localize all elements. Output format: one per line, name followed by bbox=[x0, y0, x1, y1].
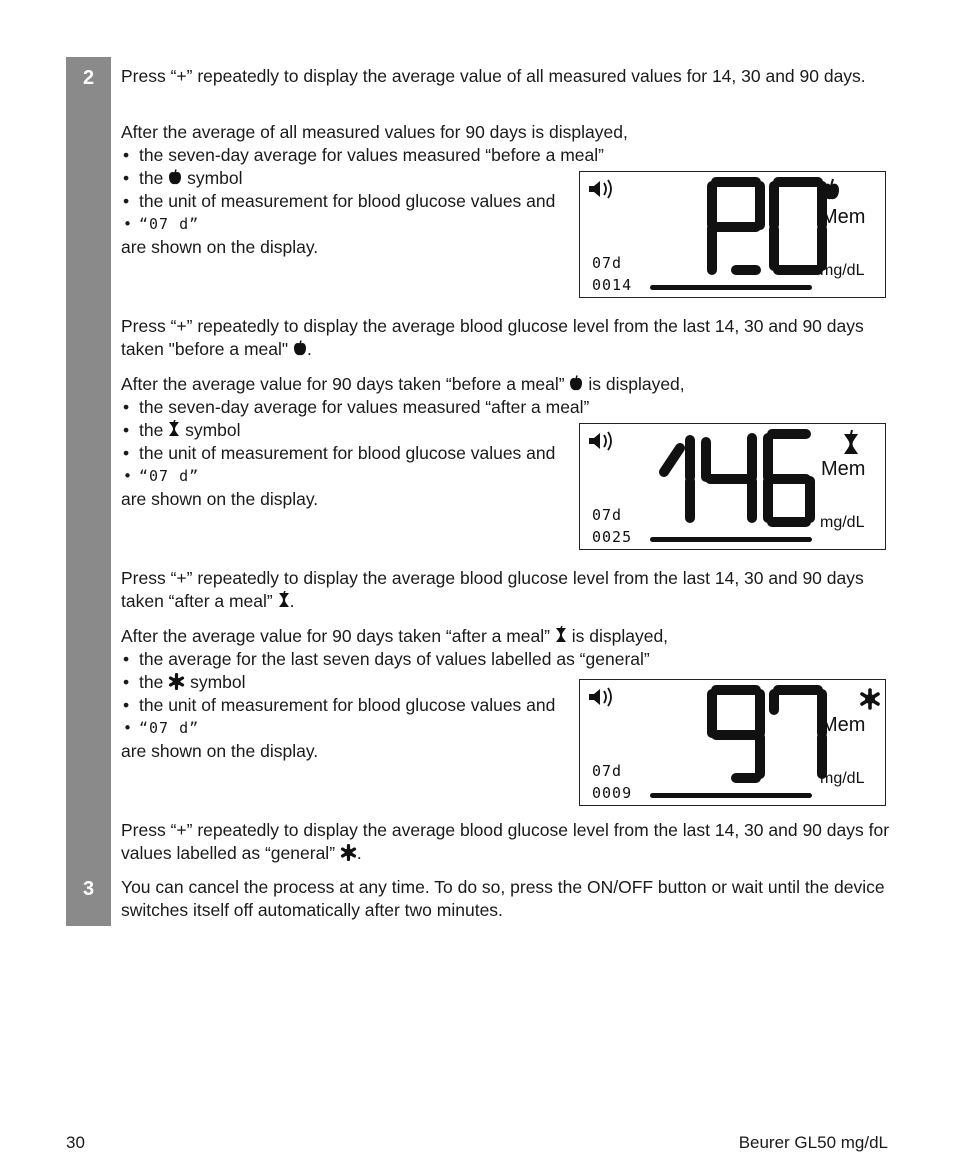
step-number-2: 2 bbox=[82, 67, 95, 89]
closing-text: are shown on the display. bbox=[121, 237, 319, 257]
asterisk-icon bbox=[168, 673, 185, 690]
apple-icon bbox=[823, 179, 839, 199]
apple-icon bbox=[293, 340, 307, 357]
instruction-text-part: Press “+” repeatedly to display the average blood glucose level from the last 14, 30 and 90 days for values labelled as “general” bbox=[121, 820, 890, 863]
section-before-meal-average bbox=[121, 315, 891, 361]
list-item-text: symbol bbox=[190, 672, 246, 692]
instruction-text-part: Press “+” repeatedly to display the average blood glucose level from the last 14, 30 and 90 days taken "before a meal" bbox=[121, 316, 864, 359]
instruction-text-part: . bbox=[289, 591, 295, 611]
speaker-icon bbox=[589, 180, 611, 198]
list-item-text: symbol bbox=[187, 168, 243, 188]
list-item: • “07 d” bbox=[121, 717, 891, 740]
closing-text: are shown on the display. bbox=[121, 741, 319, 761]
list-item: • the average for the last seven days of values labelled as “general” bbox=[121, 648, 891, 671]
list-item: • “07 d” bbox=[121, 213, 891, 236]
lcd-display-before-meal bbox=[579, 171, 886, 298]
progress-bar bbox=[650, 793, 812, 798]
lead-text-part: After the average value for 90 days taken “before a meal” bbox=[121, 374, 565, 394]
unit-label: mg/dL bbox=[820, 514, 865, 531]
apple-core-icon bbox=[844, 430, 858, 454]
instruction-text-part: . bbox=[306, 339, 312, 359]
apple-icon bbox=[168, 169, 182, 186]
progress-bar bbox=[650, 285, 812, 290]
day-period-label: 07d bbox=[592, 506, 623, 524]
list-item: • “07 d” bbox=[121, 465, 891, 488]
measurement-count: 0009 bbox=[592, 784, 633, 802]
progress-bar bbox=[650, 537, 812, 542]
lead-text-part: is displayed, bbox=[588, 374, 685, 394]
big-digits bbox=[712, 690, 822, 778]
list-item: • the seven-day average for values measured “before a meal” bbox=[121, 144, 891, 167]
instruction-text: You can cancel the process at any time. To do so, press the ON/OFF button or wait until the device switches itself off automatically after two minutes. bbox=[121, 877, 885, 920]
section-overall-average bbox=[121, 65, 891, 88]
step-sidebar bbox=[66, 57, 111, 926]
list-item-text: symbol bbox=[185, 420, 241, 440]
lcd-display-graphic bbox=[580, 680, 885, 805]
instruction-text: Press “+” repeatedly to display the average value of all measured values for 14, 30 and 90 days. bbox=[121, 66, 866, 86]
lcd-display-graphic bbox=[580, 172, 885, 297]
section-after-meal-average bbox=[121, 567, 891, 613]
lead-text-part: After the average value for 90 days taken “after a meal” bbox=[121, 626, 550, 646]
lead-text-part: is displayed, bbox=[571, 626, 669, 646]
list-item: • the unit of measurement for blood glucose values and bbox=[121, 190, 891, 213]
closing-text: are shown on the display. bbox=[121, 489, 319, 509]
mem-label: Mem bbox=[821, 458, 866, 480]
section-general-average bbox=[121, 819, 891, 865]
apple-icon bbox=[569, 375, 583, 392]
list-item: • the seven-day average for values measured “after a meal” bbox=[121, 396, 891, 419]
day-period-label: 07d bbox=[592, 762, 623, 780]
measurement-count: 0014 bbox=[592, 276, 633, 294]
lcd-display-general bbox=[579, 679, 886, 806]
instruction-text-part: Press “+” repeatedly to display the average blood glucose level from the last 14, 30 and 90 days taken “after a meal” bbox=[121, 568, 864, 611]
unit-label: mg/dL bbox=[820, 770, 865, 787]
speaker-icon bbox=[589, 432, 611, 450]
step-3-content bbox=[121, 876, 891, 922]
unit-label: mg/dL bbox=[820, 262, 865, 279]
apple-core-icon bbox=[278, 591, 290, 609]
mem-label: Mem bbox=[821, 206, 866, 228]
lead-text bbox=[121, 373, 891, 396]
speaker-icon bbox=[589, 688, 611, 706]
mem-label: Mem bbox=[821, 714, 866, 736]
list-item-text: the bbox=[139, 672, 164, 692]
list-item-text: the bbox=[139, 420, 164, 440]
list-item: • the unit of measurement for blood glucose values and bbox=[121, 694, 891, 717]
big-digits bbox=[712, 182, 822, 270]
list-item-text: the bbox=[139, 168, 164, 188]
asterisk-icon bbox=[862, 690, 878, 708]
big-digits bbox=[664, 434, 810, 522]
instruction-text bbox=[121, 567, 891, 613]
lead-text: After the average of all measured values for 90 days is displayed, bbox=[121, 122, 628, 142]
lcd-display-after-meal bbox=[579, 423, 886, 550]
lcd-display-graphic bbox=[580, 424, 885, 549]
lead-text bbox=[121, 625, 891, 648]
page-number: 30 bbox=[66, 1133, 85, 1152]
instruction-text bbox=[121, 819, 891, 865]
measurement-count: 0025 bbox=[592, 528, 633, 546]
list-item: • the unit of measurement for blood glucose values and bbox=[121, 442, 891, 465]
product-name: Beurer GL50 mg/dL bbox=[738, 1133, 888, 1152]
day-period-label: 07d bbox=[592, 254, 623, 272]
instruction-text bbox=[121, 315, 891, 361]
step-number-3: 3 bbox=[82, 878, 95, 900]
apple-core-icon bbox=[555, 626, 567, 644]
asterisk-icon bbox=[340, 844, 357, 861]
apple-core-icon bbox=[168, 420, 180, 438]
instruction-text-part: . bbox=[356, 843, 362, 863]
